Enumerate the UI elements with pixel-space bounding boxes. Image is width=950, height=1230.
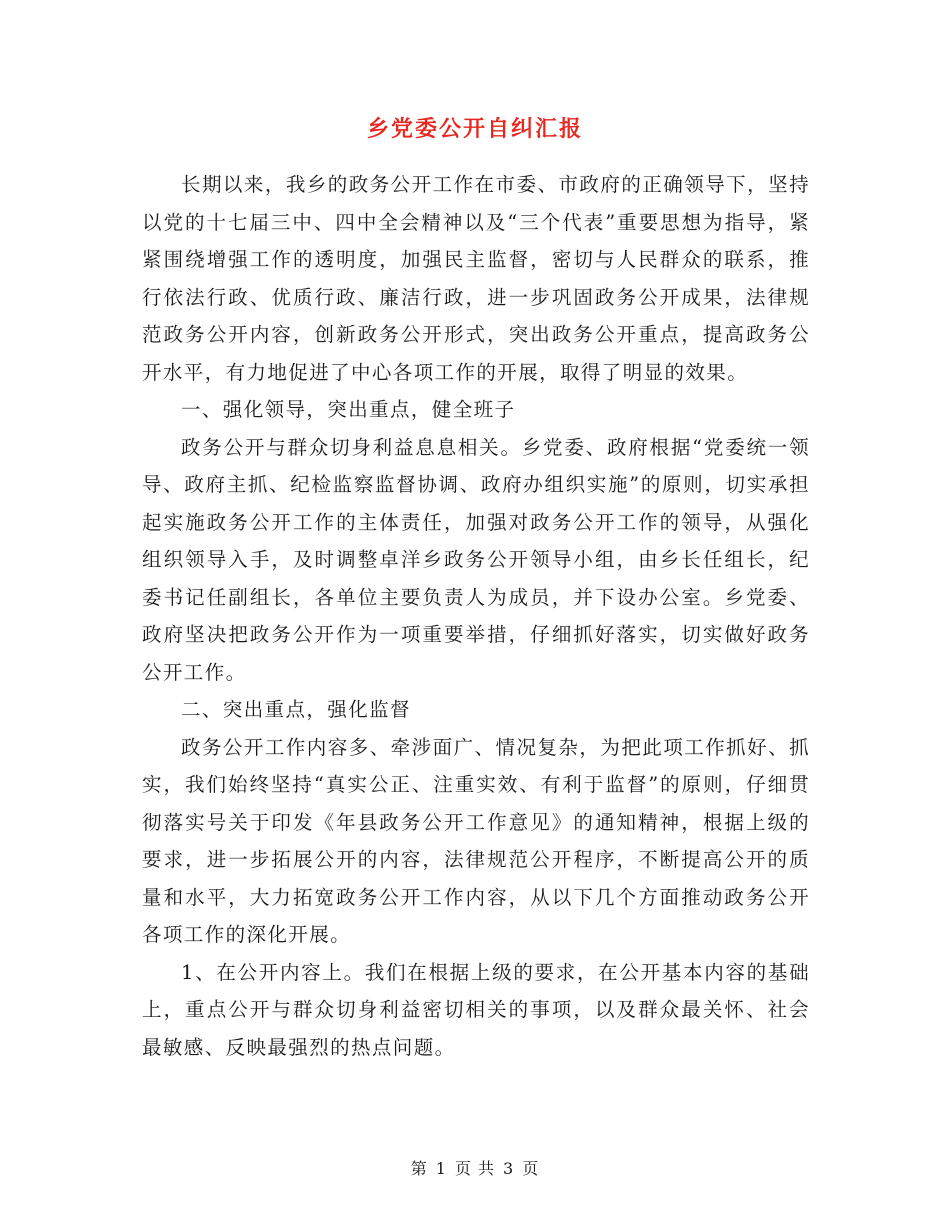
paragraph-section-2: 政务公开工作内容多、牵涉面广、情况复杂，为把此项工作抓好、抓实，我们始终坚持“真实公正、注重实效、有利于监督”的原则，仔细贯彻落实号关于印发《年县政务公开工作意见》的通知精神，根据上级的要求，进一步拓展公开的内容，法律规范公开程序，不断提高公开的质量和水平，大力拓宽政务公开工作内容，从以下几个方面推动政务公开各项工作的深化开展。 <box>142 735 810 946</box>
section-heading-1: 一、强化领导，突出重点，健全班子 <box>181 398 516 421</box>
paragraph-section-1: 政务公开与群众切身利益息息相关。乡党委、政府根据“党委统一领导、政府主抓、纪检监察监督协调、政府办组织实施”的原则，切实承担起实施政务公开工作的主体责任，加强对政务公开工作的领导，从强化组织领导入手，及时调整卓洋乡政务公开领导小组，由乡长任组长，纪委书记任副组长，各单位主要负责人为成员，并下设办公室。乡党委、政府坚决把政务公开作为一项重要举措，仔细抓好落实，切实做好政务公开工作。 <box>142 435 810 684</box>
section-heading-2: 二、突出重点，强化监督 <box>181 698 411 721</box>
footer-mid: 页 共 <box>454 1159 496 1178</box>
footer-suffix: 页 <box>522 1159 540 1178</box>
paragraph-item-1: 1、在公开内容上。我们在根据上级的要求，在公开基本内容的基础上，重点公开与群众切身利益密切相关的事项，以及群众最关怀、社会最敏感、反映最强烈的热点问题。 <box>142 960 810 1059</box>
footer-prefix: 第 <box>410 1159 428 1178</box>
page-footer <box>0 1156 950 1179</box>
document-title: 乡党委公开自纠汇报 <box>366 116 583 142</box>
footer-total-pages: 3 <box>503 1159 515 1178</box>
footer-page-number: 1 <box>435 1159 447 1178</box>
document-body <box>142 166 810 1066</box>
paragraph-intro: 长期以来，我乡的政务公开工作在市委、市政府的正确领导下，坚持以党的十七届三中、四中全会精神以及“三个代表”重要思想为指导，紧紧围绕增强工作的透明度，加强民主监督，密切与人民群众的联系，推行依法行政、优质行政、廉洁行政，进一步巩固政务公开成果，法律规范政务公开内容，创新政务公开形式，突出政务公开重点，提高政务公开水平，有力地促进了中心各项工作的开展，取得了明显的效果。 <box>142 173 810 384</box>
